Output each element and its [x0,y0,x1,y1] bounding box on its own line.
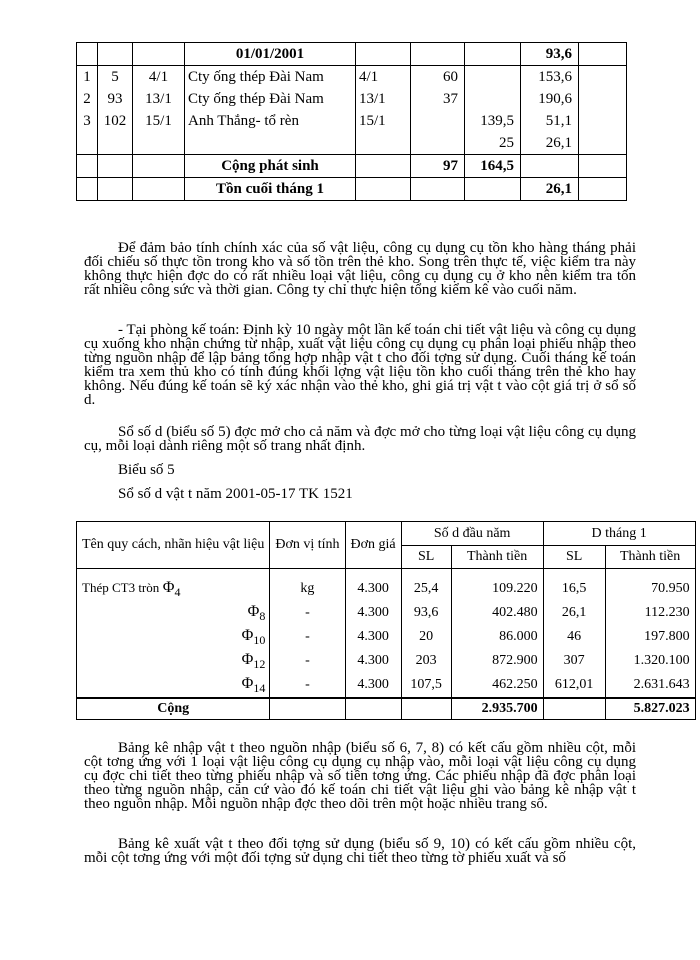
header-sl-closing: SL [543,546,605,569]
balance-cell-amt1: 462.250 [451,673,543,698]
ledger-cell-description: Tồn cuối tháng 1 [185,178,356,201]
ledger-cell-export [465,178,521,201]
balance-cell-name [77,673,270,698]
ledger-cell-date [133,43,185,66]
ledger-cell-date2: 13/1 [356,88,411,110]
ledger-cell-note [579,88,627,110]
balance-cell-price: 4.300 [345,673,401,698]
diameter-size: 14 [253,680,266,695]
ledger-cell-export [465,88,521,110]
balance-total-cell: 5.827.023 [605,698,695,720]
ledger-cell-doc: 5 [98,66,133,89]
balance-total-cell: Cộng [77,698,270,720]
balance-cell-amt2: 1.320.100 [605,649,695,673]
balance-cell-amt1: 402.480 [451,601,543,625]
balance-cell-amt2: 70.950 [605,569,695,602]
form-number: Biểu số 5 [118,462,175,478]
ledger-cell-no: 1 [77,66,98,89]
ledger-cell-balance: 153,6 [521,66,579,89]
ledger-cell-no [77,155,98,178]
material-prefix: Thép CT3 tròn [82,579,160,595]
balance-cell-sl1: 107,5 [401,673,451,698]
balance-cell-name [77,649,270,673]
balance-total-row [77,698,696,720]
ledger-cell-import: 37 [411,88,465,110]
ledger-cell-note [579,66,627,89]
balance-cell-amt1: 86.000 [451,625,543,649]
header-opening: Số d đầu năm [401,522,543,546]
balance-total-cell [345,698,401,720]
ledger-cell-doc: 102 [98,110,133,132]
ledger-cell-import [411,110,465,132]
ledger-cell-export [465,43,521,66]
ledger-cell-balance: 51,1 [521,110,579,132]
ledger-row [77,132,627,155]
ledger-cell-description: Cty ống thép Đài Nam [185,66,356,89]
ledger-cell-no [77,178,98,201]
header-closing: D tháng 1 [543,522,695,546]
balance-cell-sl1: 25,4 [401,569,451,602]
ledger-cell-doc [98,155,133,178]
ledger-cell-note [579,178,627,201]
ledger-cell-no [77,132,98,155]
paragraph-accounting-dept: - Tại phòng kế toán: Định kỳ 10 ngày một lần kế toán chi tiết vật liệu và công cụ dụng cụ xuống kho nhận chứng từ nhập, xuất vật liệu công cụ dụng cụ phân loại phiếu nhập theo từng nguồn nhập để lập bảng tổng hợp nhập vật t cho đối tợng sử dụng. Cuối tháng kế toán kiểm tra xem thủ kho có tính đúng khối lợng vật liệu tồn kho cuối tháng trên thẻ kho hay không. Nếu đúng kế toán sẽ ký xác nhận vào thẻ kho, ghi giá trị vật t vào cột giá trị ở sổ số d. [84,322,636,408]
ledger-cell-doc [98,132,133,155]
ledger-cell-date2 [356,178,411,201]
diameter-size: 8 [259,608,266,623]
balance-cell-name [77,625,270,649]
ledger-cell-import [411,132,465,155]
ledger-cell-date: 13/1 [133,88,185,110]
ledger-cell-note [579,132,627,155]
ledger-row [77,178,627,201]
ledger-cell-import [411,178,465,201]
balance-cell-amt2: 112.230 [605,601,695,625]
balance-row [77,625,696,649]
balance-total-cell [543,698,605,720]
balance-cell-price: 4.300 [345,601,401,625]
balance-cell-sl2: 46 [543,625,605,649]
balance-cell-unit: - [270,673,345,698]
ledger-cell-balance: 93,6 [521,43,579,66]
ledger-row [77,88,627,110]
balance-cell-sl2: 612,01 [543,673,605,698]
diameter-symbol: Φ [247,602,260,620]
balance-cell-sl2: 307 [543,649,605,673]
balance-cell-amt2: 2.631.643 [605,673,695,698]
paragraph-balance-book: Sổ số d (biểu số 5) đợc mở cho cả năm và đợc mở cho từng loại vật liệu công cụ dụng cụ, mỗi loại dành riêng một số trang nhất định. [84,424,636,454]
ledger-cell-no: 3 [77,110,98,132]
balance-cell-unit: - [270,649,345,673]
paragraph-import-list: Bảng kê nhập vật t theo nguồn nhập (biểu số 6, 7, 8) có kết cấu gồm nhiều cột, mỗi cột tơng ứng với 1 loại vật liệu công cụ dụng cụ nhập vào, mỗi loại vật liệu công cụ dụng cụ đợc chi tiết theo từng phiếu nhập và số tiền tơng ứng. Các phiếu nhập đã đợc phân loại theo từng nguồn nhập, căn cứ vào đó kế toán chi tiết vật liệu ghi vào bảng kê nhập vật t theo nguồn nhập. Mỗi nguồn nhập đợc theo dõi trên một hoặc nhiều trang sổ. [84,740,636,812]
balance-cell-price: 4.300 [345,649,401,673]
ledger-cell-description: Cộng phát sinh [185,155,356,178]
ledger-cell-note [579,43,627,66]
ledger-cell-import: 97 [411,155,465,178]
ledger-cell-doc [98,43,133,66]
ledger-row [77,66,627,89]
balance-cell-name [77,601,270,625]
ledger-cell-date2 [356,43,411,66]
ledger-cell-description: 01/01/2001 [185,43,356,66]
balance-cell-sl1: 20 [401,625,451,649]
balance-cell-sl2: 26,1 [543,601,605,625]
balance-row [77,569,696,602]
balance-total-cell [401,698,451,720]
ledger-cell-description [185,132,356,155]
ledger-cell-date2: 15/1 [356,110,411,132]
header-sl-opening: SL [401,546,451,569]
header-name: Tên quy cách, nhãn hiệu vật liệu [77,522,270,569]
balance-cell-unit: - [270,625,345,649]
diameter-size: 12 [253,656,266,671]
ledger-cell-export [465,66,521,89]
diameter-size: 4 [174,584,181,599]
balance-cell-amt2: 197.800 [605,625,695,649]
ledger-cell-export: 164,5 [465,155,521,178]
balance-cell-sl2: 16,5 [543,569,605,602]
balance-cell-name [77,569,270,602]
ledger-cell-balance: 26,1 [521,132,579,155]
balance-cell-sl1: 93,6 [401,601,451,625]
ledger-cell-description: Anh Thắng- tổ rèn [185,110,356,132]
balance-total-cell: 2.935.700 [451,698,543,720]
ledger-cell-description: Cty ống thép Đài Nam [185,88,356,110]
balance-cell-price: 4.300 [345,569,401,602]
paragraph-export-list: Bảng kê xuất vật t theo đối tợng sử dụng (biểu số 9, 10) có kết cấu gồm nhiều cột, mỗi cột tơng ứng với một đối tợng sử dụng chi tiết theo từng tờ phiếu xuất và số [84,836,636,866]
ledger-cell-note [579,110,627,132]
diameter-size: 10 [253,632,266,647]
diameter-symbol: Φ [241,650,254,668]
ledger-cell-balance [521,155,579,178]
form-title: Sổ số d vật t năm 2001-05-17 TK 1521 [118,486,353,502]
diameter-symbol: Φ [162,578,175,596]
header-amount-opening: Thành tiền [451,546,543,569]
ledger-table [76,42,627,201]
header-price: Đơn giá [345,522,401,569]
balance-cell-sl1: 203 [401,649,451,673]
ledger-cell-no: 2 [77,88,98,110]
ledger-cell-import: 60 [411,66,465,89]
ledger-cell-export: 25 [465,132,521,155]
balance-row [77,601,696,625]
ledger-cell-export: 139,5 [465,110,521,132]
ledger-cell-date: 15/1 [133,110,185,132]
balance-cell-unit: - [270,601,345,625]
ledger-cell-balance: 190,6 [521,88,579,110]
balance-row [77,649,696,673]
ledger-cell-date [133,155,185,178]
balance-total-cell [270,698,345,720]
ledger-cell-date: 4/1 [133,66,185,89]
header-unit: Đơn vị tính [270,522,345,569]
ledger-row [77,155,627,178]
ledger-cell-no [77,43,98,66]
ledger-row [77,110,627,132]
ledger-cell-date2 [356,155,411,178]
ledger-row [77,43,627,66]
paragraph-inventory-check: Để đảm bảo tính chính xác của số vật liệu, công cụ dụng cụ tồn kho hàng tháng phải đối chiếu số thực tồn trong kho và số tồn trên thẻ kho. Song trên thực tế, việc kiểm tra này không thực hiện đợc do có rất nhiều loại vật liệu, công cụ dụng cụ ở kho nên kiểm tra tốn rất nhiều công sức và thời gian. Công ty chỉ thực hiện tổng kiểm kê vào cuối năm. [84,240,636,298]
ledger-cell-date2 [356,132,411,155]
balance-table [76,521,696,720]
ledger-cell-date [133,178,185,201]
ledger-cell-date2: 4/1 [356,66,411,89]
ledger-cell-doc [98,178,133,201]
balance-cell-amt1: 109.220 [451,569,543,602]
ledger-cell-import [411,43,465,66]
ledger-cell-date [133,132,185,155]
diameter-symbol: Φ [241,626,254,644]
balance-cell-price: 4.300 [345,625,401,649]
balance-cell-unit: kg [270,569,345,602]
ledger-cell-note [579,155,627,178]
ledger-cell-balance: 26,1 [521,178,579,201]
ledger-cell-doc: 93 [98,88,133,110]
header-amount-closing: Thành tiền [605,546,695,569]
balance-row [77,673,696,698]
balance-cell-amt1: 872.900 [451,649,543,673]
diameter-symbol: Φ [241,674,254,692]
